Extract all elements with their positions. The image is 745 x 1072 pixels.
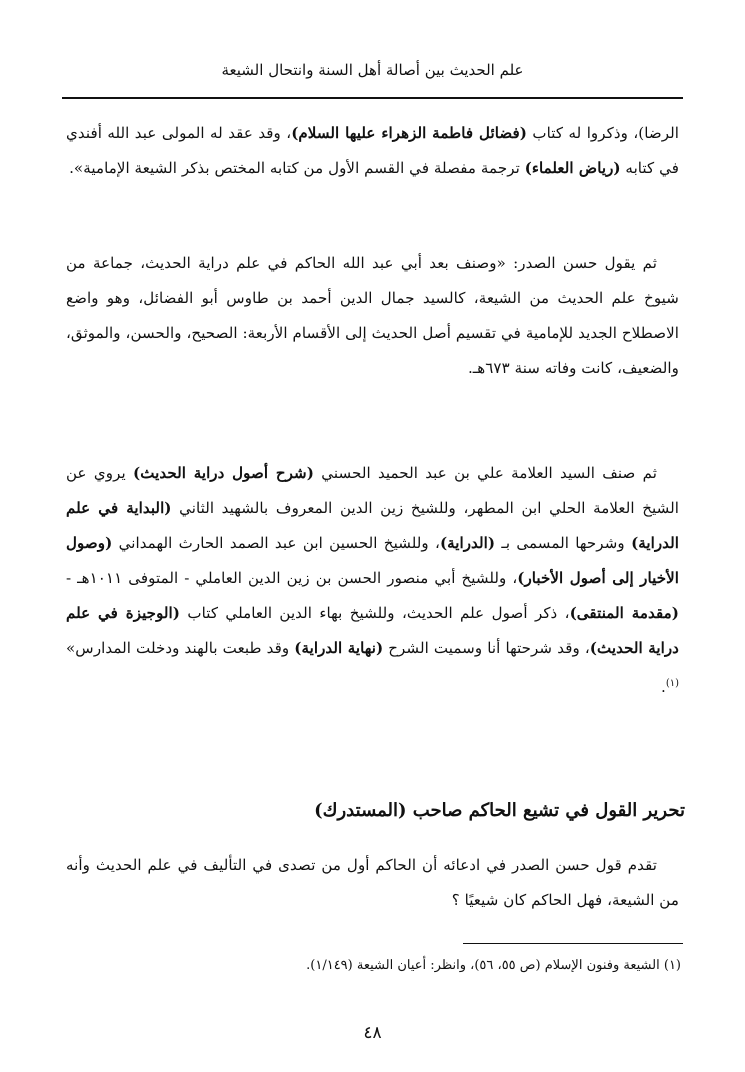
p1-bold-title-2: (رياض العلماء) (524, 159, 621, 177)
paragraph-2 (66, 246, 679, 386)
p3-bold-title-4: (وصول الأخيار إلى أصول الأخبار) (66, 534, 679, 587)
p3-text-6: ، ذكر أصول علم الحديث، وللشيخ بهاء الدين العاملي كتاب (179, 604, 570, 622)
p3-text-4: ، وللشيخ الحسين ابن عبد الصمد الحارث الهمداني (112, 534, 440, 552)
section-heading: تحرير القول في تشيع الحاكم صاحب (المستدرك) (314, 800, 685, 821)
p2-text: ثم يقول حسن الصدر: «وصنف بعد أبي عبد الله الحاكم في علم دراية الحديث، جماعة من شيوخ علم الحديث من الشيعة، كالسيد جمال الدين أحمد بن طاوس أبو الفضائل، وهو واضع الاصطلاح الجديد للإمامية في تقسيم أصل الحديث إلى الأقسام الأربعة: الصحيح، والحسن، والموثق، والضعيف، كانت وفاته سنة ٦٧٣هـ. (66, 254, 679, 377)
header-rule (62, 97, 683, 99)
p3-text-2: يروي عن الشيخ العلامة الحلي ابن المطهر، وللشيخ زين الدين المعروف بالشهيد الثاني (66, 464, 679, 517)
paragraph-4 (66, 848, 679, 918)
p3-text-7: ، وقد شرحتها أنا وسميت الشرح (383, 639, 590, 657)
p3-bold-title-3: (الدراية) (439, 534, 496, 552)
footnote-rule (463, 943, 683, 944)
page-number: ٤٨ (363, 1023, 382, 1043)
paragraph-3 (66, 456, 679, 705)
p3-text-3: وشرحها المسمى بـ (495, 534, 632, 552)
footnote: (١) الشيعة وفنون الإسلام (ص ٥٥، ٥٦)، وانظر: أعيان الشيعة (١/١٤٩). (306, 958, 681, 973)
p4-text: تقدم قول حسن الصدر في ادعائه أن الحاكم أول من تصدى في التأليف في علم الحديث وأنه من الشيعة، فهل الحاكم كان شيعيًا ؟ (66, 856, 679, 909)
p3-text-1: ثم صنف السيد العلامة علي بن عبد الحميد الحسني (313, 464, 658, 482)
p1-text-1: الرضا)، وذكروا له كتاب (526, 124, 679, 142)
p3-bold-title-7: (نهاية الدراية) (294, 639, 384, 657)
p3-text-5: ، وللشيخ أبي منصور الحسن بن زين الدين العاملي - المتوفى ١٠١١هـ - (66, 569, 518, 587)
p3-bold-title-6: (الوجيزة في علم دراية الحديث) (66, 604, 679, 657)
p3-bold-title-5: (مقدمة المنتقى) (569, 604, 679, 622)
p3-bold-title-2: (البداية في علم الدراية) (66, 499, 679, 552)
p3-text-8: وقد طبعت بالهند ودخلت المدارس» (66, 639, 295, 657)
p1-text-3: ترجمة مفصلة في القسم الأول من كتابه المختص بذكر الشيعة الإمامية». (69, 159, 525, 177)
p1-bold-title-1: (فضائل فاطمة الزهراء عليها السلام) (291, 124, 527, 142)
paragraph-1 (66, 116, 679, 186)
footnote-reference[interactable]: (١) (665, 678, 679, 689)
running-header: علم الحديث بين أصالة أهل السنة وانتحال الشيعة (221, 61, 524, 79)
p3-text-9: . (660, 678, 666, 697)
p1-text-2: ، وقد عقد له المولى عبد الله أفندي في كتابه (66, 124, 679, 177)
p3-bold-title-1: (شرح أصول دراية الحديث) (133, 464, 314, 482)
